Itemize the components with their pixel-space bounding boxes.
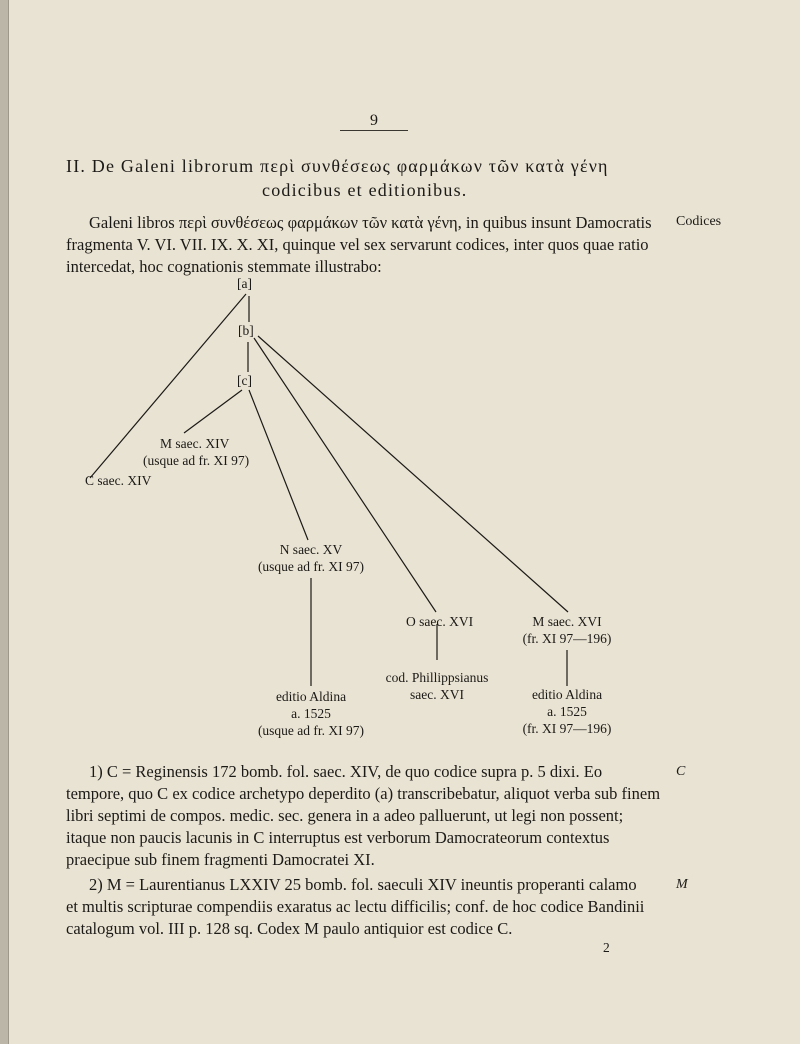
node-aldina1-line3: (usque ad fr. XI 97) xyxy=(257,723,365,738)
signature-mark: 2 xyxy=(603,940,610,955)
intro-line-1: Galeni libros περὶ συνθέσεως φαρμάκων τῶν κατὰ γένη, in quibus insunt Damocratis xyxy=(89,213,652,232)
intro-line-2: fragmenta V. VI. VII. IX. X. XI, quinque vel sex servarunt codices, inter quos quae ratio xyxy=(66,235,649,254)
node-n15-range: (usque ad fr. XI 97) xyxy=(257,559,365,574)
edge-c-m14 xyxy=(184,390,242,433)
footnote-1-line-2: tempore, quo C ex codice archetypo deperdito (a) transcribebatur, aliquot verba sub finem xyxy=(66,784,661,803)
node-aldina2-line1: editio Aldina xyxy=(531,687,603,702)
footnote-1-line-5: praecipue sub finem fragmenti Damocratei XI. xyxy=(66,850,375,869)
node-n15-name: N saec. XV xyxy=(279,542,343,557)
footnote-1-line-1: 1) C = Reginensis 172 bomb. fol. saec. XIV, de quo codice supra p. 5 dixi. Eo xyxy=(89,762,603,781)
node-m14-name: M saec. XIV xyxy=(160,436,230,451)
node-a: [a] xyxy=(237,276,252,291)
node-b: [b] xyxy=(238,323,254,338)
node-c14: C saec. XIV xyxy=(85,473,152,488)
footnote-2-line-3: catalogum vol. III p. 128 sq. Codex M paulo antiquior est codice C. xyxy=(66,919,513,938)
node-m16-range: (fr. XI 97—196) xyxy=(522,631,612,646)
node-phillippsianus-line1: cod. Phillippsianus xyxy=(385,670,489,685)
section-heading: II. De Galeni librorum περὶ συνθέσεως φαρμάκων τῶν κατὰ γένη xyxy=(66,156,609,176)
node-m16-name: M saec. XVI xyxy=(532,614,602,629)
node-o16: O saec. XVI xyxy=(406,614,474,629)
node-c: [c] xyxy=(237,373,252,388)
edge-c-n15 xyxy=(249,390,308,540)
node-aldina1-line2: a. 1525 xyxy=(291,706,331,721)
footnote-1-line-4: itaque non paucis lacunis in C interruptus est verborum Damocrateorum contextus xyxy=(66,828,610,847)
page-number: 9 xyxy=(370,112,378,129)
node-m14-range: (usque ad fr. XI 97) xyxy=(143,453,250,468)
section-heading-continued: codicibus et editionibus. xyxy=(262,180,468,200)
node-phillippsianus-line2: saec. XVI xyxy=(410,687,464,702)
margin-note-m: M xyxy=(676,877,688,892)
footnote-2-line-1: 2) M = Laurentianus LXXIV 25 bomb. fol. saeculi XIV ineuntis properanti calamo xyxy=(89,875,637,894)
footnote-1-line-3: libri septimi de compos. medic. sec. genera in a adeo palluerunt, ut legi non possent; xyxy=(66,806,624,825)
margin-note-c: C xyxy=(676,764,686,779)
node-aldina2-line2: a. 1525 xyxy=(547,704,587,719)
margin-note-codices: Codices xyxy=(676,214,722,229)
node-aldina1-line1: editio Aldina xyxy=(275,689,347,704)
node-aldina2-line3: (fr. XI 97—196) xyxy=(522,721,612,736)
intro-line-3: intercedat, hoc cognationis stemmate illustrabo: xyxy=(66,257,382,276)
footnote-2-line-2: et multis scripturae compendiis exaratus ac lectu difficilis; conf. de hoc codice Bandinii xyxy=(66,897,645,916)
